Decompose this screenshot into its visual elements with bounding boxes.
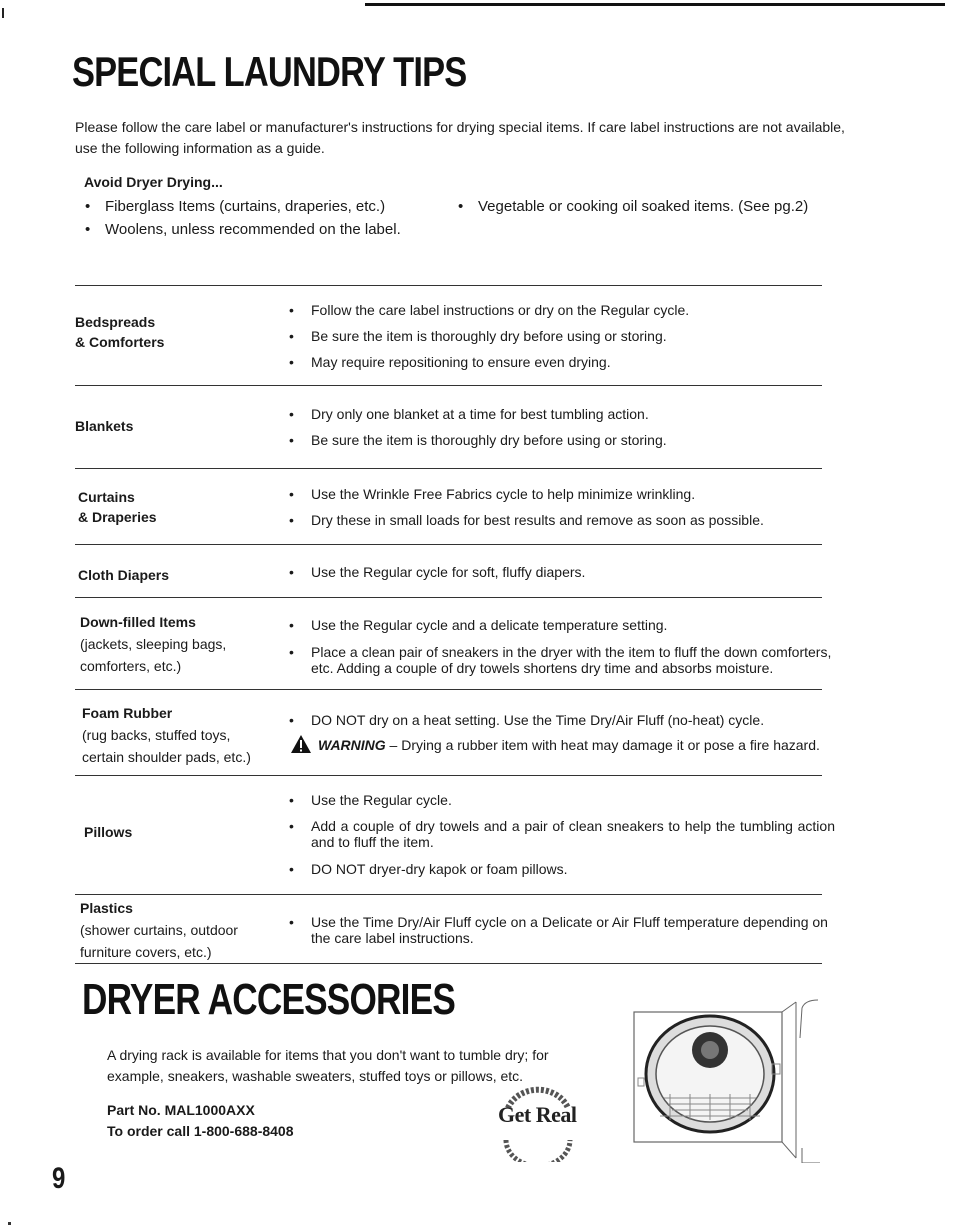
- page-title: SPECIAL LAUNDRY TIPS: [72, 48, 467, 95]
- table-row-label: Foam Rubber (rug backs, stuffed toys, certain shoulder pads, etc.): [82, 705, 251, 765]
- table-row-label: Cloth Diapers: [78, 567, 170, 583]
- tip-item: • Use the Wrinkle Free Fabrics cycle to help minimize wrinkling.: [311, 486, 835, 502]
- tip-item: • Use the Regular cycle.: [311, 792, 835, 808]
- table-rule: [75, 285, 822, 286]
- avoid-item: • Fiberglass Items (curtains, draperies, etc.): [105, 197, 385, 217]
- tip-item: • Place a clean pair of sneakers in the dryer with the item to fluff the down comforters, etc. Adding a couple of dry towels shortens dry time and absorbs moisture.: [311, 644, 835, 676]
- part-number: Part No. MAL1000AXX: [107, 1102, 255, 1118]
- table-row-label: Plastics (shower curtains, outdoor furniture covers, etc.): [80, 900, 238, 960]
- tip-item: • Follow the care label instructions or dry on the Regular cycle.: [311, 302, 835, 318]
- avoid-item: • Woolens, unless recommended on the label.: [105, 220, 401, 240]
- table-rule: [75, 894, 822, 895]
- tip-item: • Add a couple of dry towels and a pair of clean sneakers to help the tumbling action and to fluff the item.: [311, 818, 835, 850]
- scan-mark: [2, 8, 4, 18]
- section-title: DRYER ACCESSORIES: [82, 975, 456, 1024]
- avoid-title: Avoid Dryer Drying...: [84, 174, 223, 190]
- tip-item: • Dry these in small loads for best results and remove as soon as possible.: [311, 512, 835, 528]
- scan-mark: [8, 1222, 11, 1225]
- tip-item: • DO NOT dry on a heat setting. Use the Time Dry/Air Fluff (no-heat) cycle.: [311, 712, 835, 728]
- tip-item: • DO NOT dryer-dry kapok or foam pillows.: [311, 861, 835, 877]
- table-rule: [75, 775, 822, 776]
- drying-rack-illustration: [630, 998, 820, 1163]
- warning-note: WARNING – Drying a rubber item with heat may damage it or pose a fire hazard.: [290, 734, 820, 754]
- logo-text: Get Real: [498, 1102, 577, 1127]
- table-rule: [75, 385, 822, 386]
- part-info: [107, 1100, 294, 1142]
- table-rule: [75, 963, 822, 964]
- tip-item: • Use the Time Dry/Air Fluff cycle on a Delicate or Air Fluff temperature depending on the care label instructions.: [311, 914, 835, 946]
- table-rule: [75, 597, 822, 598]
- header-rule: [365, 3, 945, 6]
- order-phone: To order call 1-800-688-8408: [107, 1123, 294, 1139]
- tip-item: • Be sure the item is thoroughly dry before using or storing.: [311, 432, 835, 448]
- warning-icon: [290, 734, 312, 754]
- page-number: 9: [52, 1162, 66, 1195]
- intro-text: Please follow the care label or manufacturer's instructions for drying special items. If care label instructions are not available, use the following information as a guide.: [75, 119, 845, 156]
- table-row-label: Pillows: [84, 824, 133, 840]
- table-row-label: Down-filled Items (jackets, sleeping bags, comforters, etc.): [80, 614, 227, 674]
- table-rule: [75, 468, 822, 469]
- tip-item: • May require repositioning to ensure even drying.: [311, 354, 835, 370]
- table-rule: [75, 544, 822, 545]
- table-row-label: Bedspreads & Comforters: [75, 314, 165, 350]
- tip-item: • Use the Regular cycle and a delicate temperature setting.: [311, 617, 835, 633]
- table-row-label: Curtains & Draperies: [78, 489, 157, 525]
- table-rule: [75, 689, 822, 690]
- table-row-label: Blankets: [75, 418, 134, 434]
- tip-item: • Use the Regular cycle for soft, fluffy diapers.: [311, 564, 835, 580]
- avoid-item: • Vegetable or cooking oil soaked items. (See pg.2): [478, 197, 808, 217]
- tip-item: • Be sure the item is thoroughly dry before using or storing.: [311, 328, 835, 344]
- accessories-text: A drying rack is available for items that you don't want to tumble dry; for example, sneakers, washable sweaters, stuffed toys or pillows, etc.: [107, 1047, 549, 1084]
- tip-item: • Dry only one blanket at a time for best tumbling action.: [311, 406, 835, 422]
